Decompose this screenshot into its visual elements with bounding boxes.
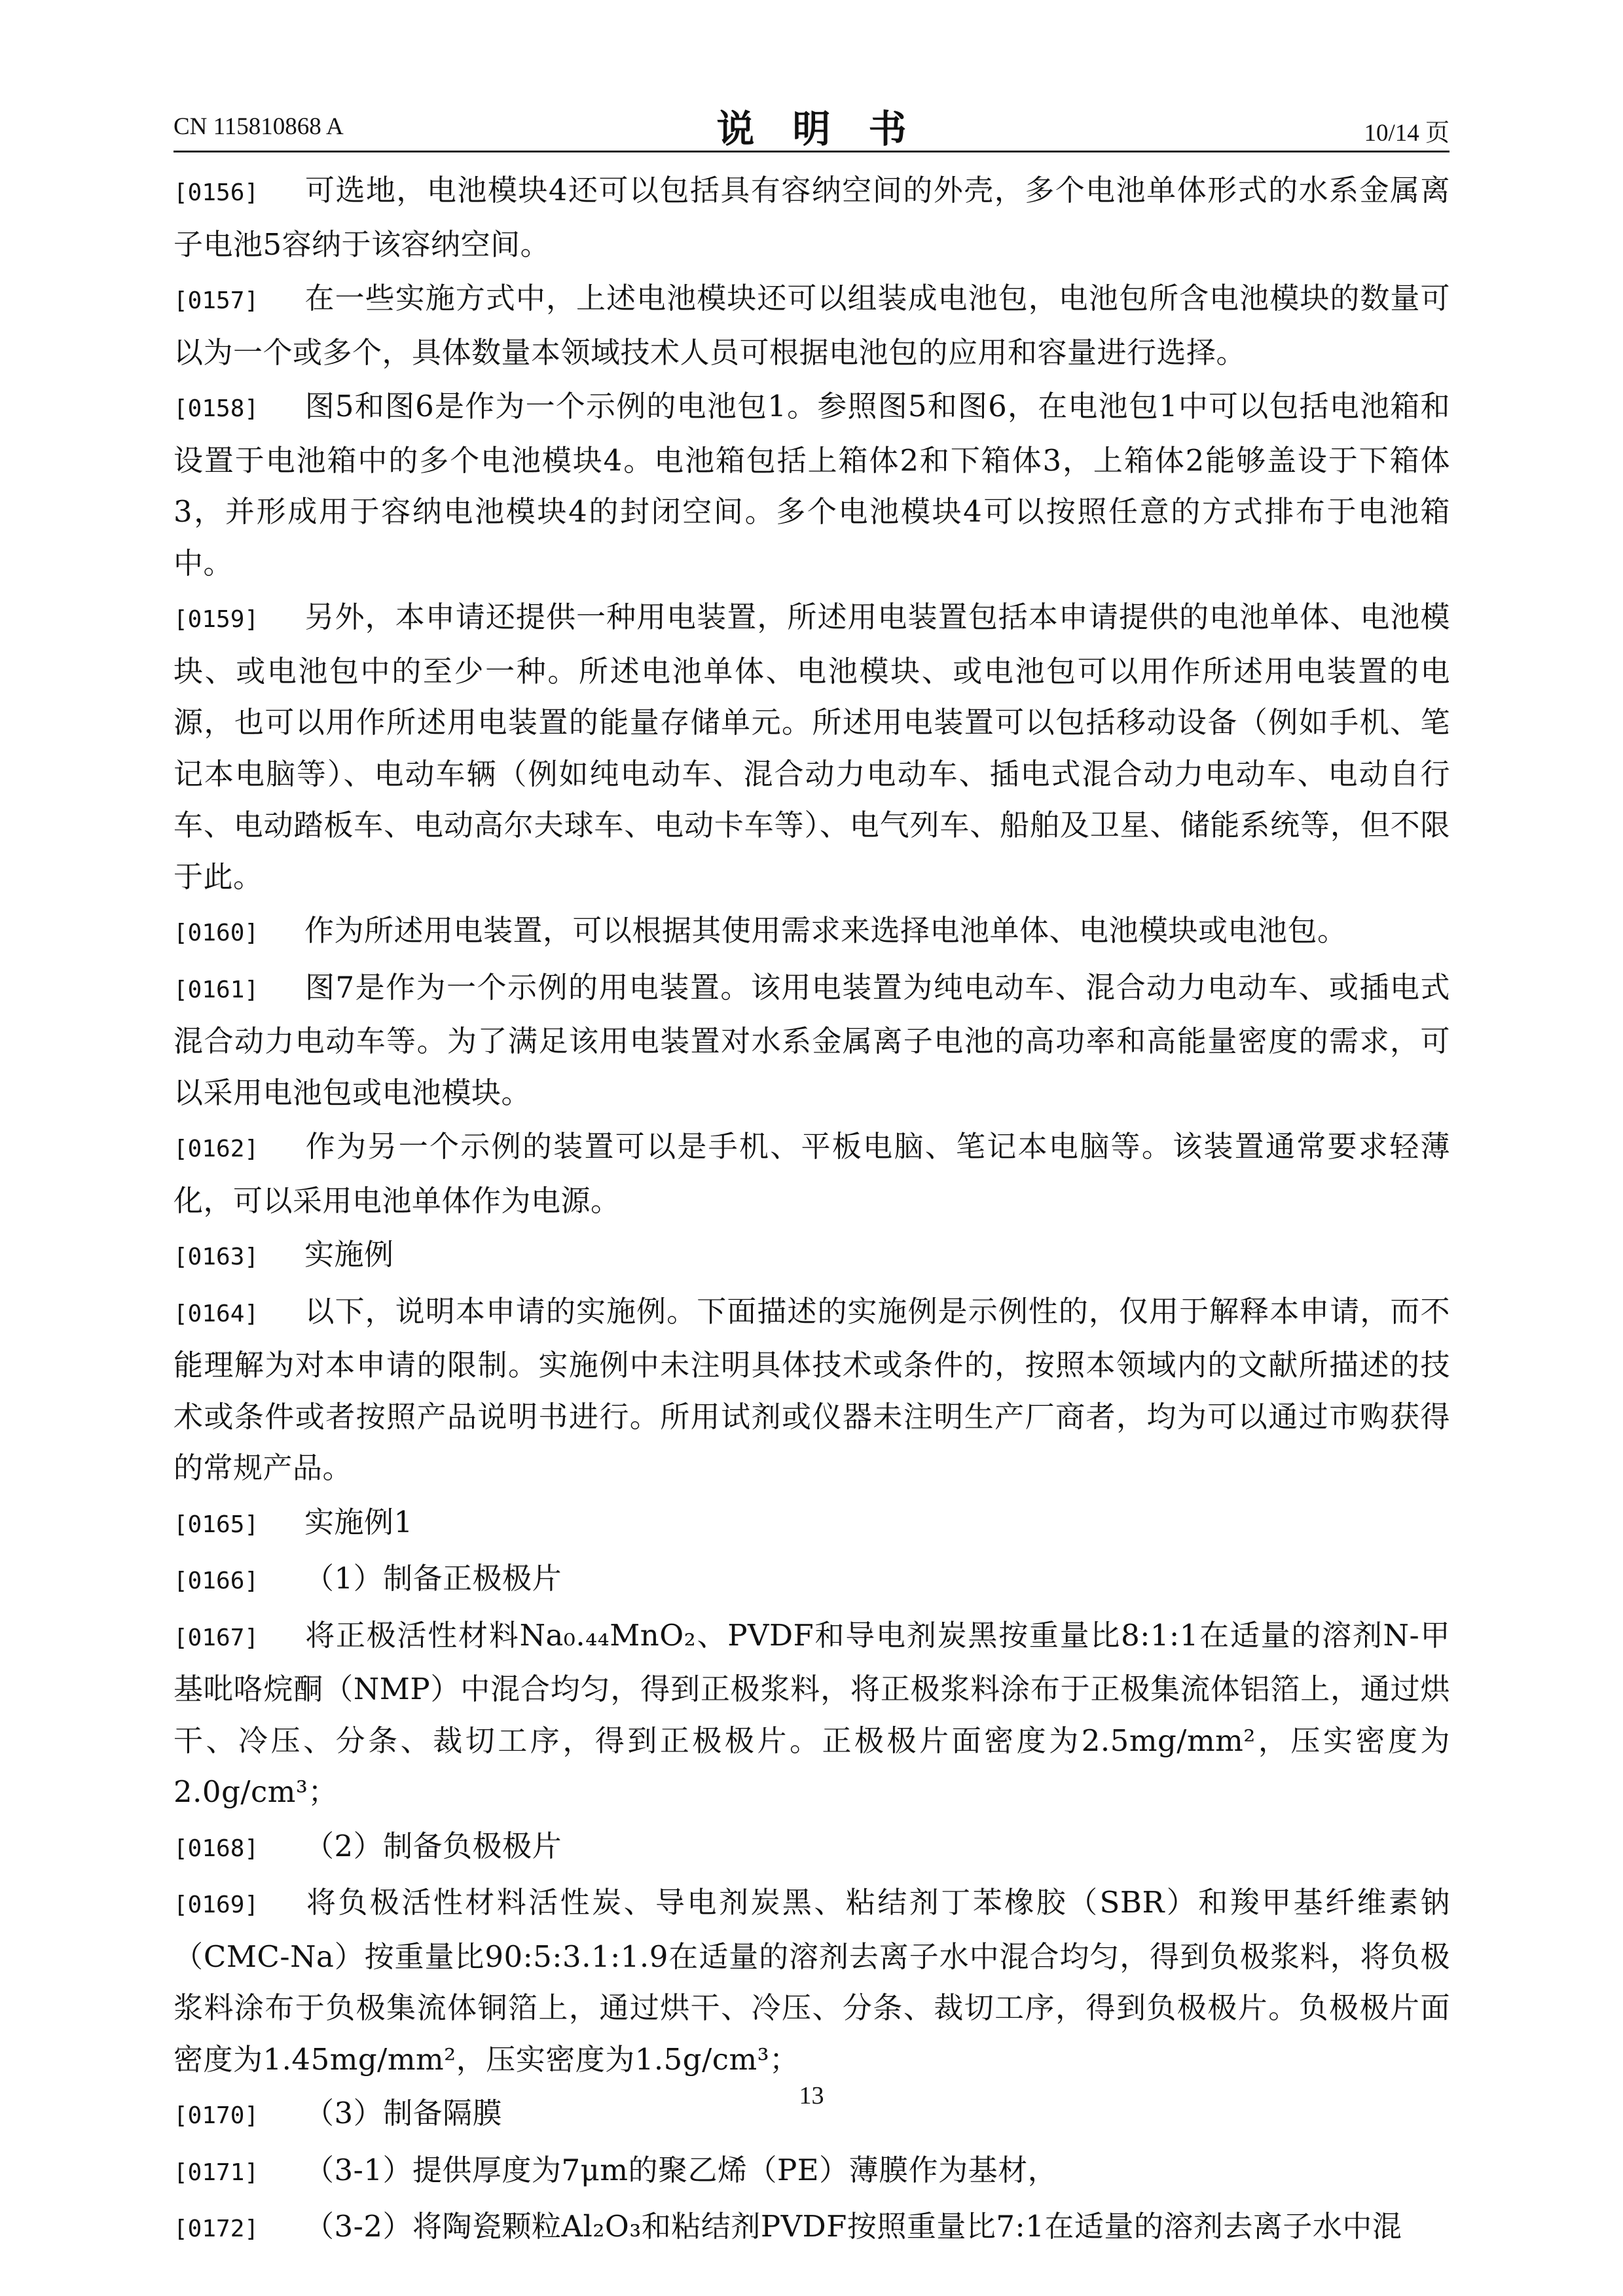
paragraph bbox=[173, 165, 1450, 270]
paragraph-number: [0163] bbox=[173, 1244, 259, 1270]
paragraph bbox=[173, 2201, 1450, 2255]
paragraph bbox=[173, 1229, 1450, 1283]
document-number: CN 115810868 A bbox=[173, 113, 344, 140]
paragraph-number: [0158] bbox=[173, 395, 259, 422]
paragraph bbox=[173, 592, 1450, 903]
paragraph bbox=[173, 1821, 1450, 1875]
paragraph bbox=[173, 1610, 1450, 1818]
paragraph-text: 另外，本申请还提供一种用电装置，所述用电装置包括本申请提供的电池单体、电池模块、或电池包中的至少一种。所述电池单体、电池模块、或电池包可以用作所述用电装置的电源，也可以用作所述用电装置的能量存储单元。所述用电装置可以包括移动设备（例如手机、笔记本电脑等）、电动车辆（例如纯电动车、混合动力电动车、插电式混合动力电动车、电动自行车、电动踏板车、电动高尔夫球车、电动卡车等）、电气列车、船舶及卫星、储能系统等，但不限于此。 bbox=[173, 600, 1450, 894]
paragraph bbox=[173, 905, 1450, 960]
paragraph-number: [0169] bbox=[173, 1892, 259, 1918]
paragraph-text: 以下，说明本申请的实施例。下面描述的实施例是示例性的，仅用于解释本申请，而不能理解为对本申请的限制。实施例中未注明具体技术或条件的，按照本领域内的文献所描述的技术或条件或者按照产品说明书进行。所用试剂或仪器未注明生产厂商者，均为可以通过市购获得的常规产品。 bbox=[173, 1293, 1450, 1485]
paragraph-number: [0157] bbox=[173, 287, 259, 314]
paragraph-number: [0166] bbox=[173, 1568, 259, 1594]
paragraph-number: [0168] bbox=[173, 1835, 259, 1862]
paragraph-text: 在一些实施方式中，上述电池模块还可以组装成电池包，电池包所含电池模块的数量可以为一个或多个，具体数量本领域技术人员可根据电池包的应用和容量进行选择。 bbox=[173, 281, 1450, 370]
paragraph-text: 实施例 bbox=[304, 1237, 394, 1272]
paragraph bbox=[173, 1877, 1450, 2085]
paragraph-number: [0171] bbox=[173, 2159, 259, 2186]
paragraph-number: [0165] bbox=[173, 1511, 259, 1538]
page-header bbox=[173, 98, 1450, 151]
paragraph-number: [0164] bbox=[173, 1300, 259, 1327]
paragraph bbox=[173, 1121, 1450, 1227]
paragraph-number: [0159] bbox=[173, 606, 259, 633]
paragraph-number: [0172] bbox=[173, 2215, 259, 2242]
page-number: 13 bbox=[799, 2082, 824, 2109]
paragraph-number: [0156] bbox=[173, 179, 259, 206]
paragraph-number: [0167] bbox=[173, 1624, 259, 1651]
page-counter: 10/14 页 bbox=[1364, 120, 1450, 147]
document-body bbox=[173, 165, 1450, 2258]
paragraph-text: （3）制备隔膜 bbox=[304, 2096, 503, 2130]
paragraph bbox=[173, 1497, 1450, 1551]
paragraph bbox=[173, 1553, 1450, 1607]
paragraph-text: 图7是作为一个示例的用电装置。该用电装置为纯电动车、混合动力电动车、或插电式混合动力电动车等。为了满足该用电装置对水系金属离子电池的高功率和高能量密度的需求，可以采用电池包或电池模块。 bbox=[173, 969, 1450, 1110]
paragraph-text: 作为另一个示例的装置可以是手机、平板电脑、笔记本电脑等。该装置通常要求轻薄化，可以采用电池单体作为电源。 bbox=[173, 1129, 1450, 1218]
document-title: 说明书 bbox=[716, 107, 945, 151]
paragraph-text: （3-1）提供厚度为7μm的聚乙烯（PE）薄膜作为基材， bbox=[304, 2152, 1058, 2187]
paragraph-text: （1）制备正极极片 bbox=[304, 1561, 562, 1596]
paragraph bbox=[173, 273, 1450, 378]
header-rule bbox=[173, 151, 1450, 152]
paragraph-text: 将正极活性材料Na₀.₄₄MnO₂、PVDF和导电剂炭黑按重量比8:1:1在适量的溶剂N-甲基吡咯烷酮（NMP）中混合均匀，得到正极浆料，将正极浆料涂布于正极集流体铝箔上，通过烘干、冷压、分条、裁切工序，得到正极极片。正极极片面密度为2.5mg/mm²，压实密度为2.0g/cm³； bbox=[173, 1617, 1450, 1809]
paragraph-text: 图5和图6是作为一个示例的电池包1。参照图5和图6，在电池包1中可以包括电池箱和设置于电池箱中的多个电池模块4。电池箱包括上箱体2和下箱体3，上箱体2能够盖设于下箱体3，并形成用于容纳电池模块4的封闭空间。多个电池模块4可以按照任意的方式排布于电池箱中。 bbox=[173, 389, 1450, 581]
paragraph-text: 作为所述用电装置，可以根据其使用需求来选择电池单体、电池模块或电池包。 bbox=[304, 913, 1347, 948]
paragraph-text: （3-2）将陶瓷颗粒Al₂O₃和粘结剂PVDF按照重量比7:1在适量的溶剂去离子水中混 bbox=[304, 2209, 1402, 2244]
paragraph-number: [0161] bbox=[173, 976, 259, 1003]
paragraph-number: [0170] bbox=[173, 2102, 259, 2129]
paragraph-text: 实施例1 bbox=[304, 1504, 413, 1539]
paragraph bbox=[173, 962, 1450, 1119]
paragraph bbox=[173, 2145, 1450, 2199]
paragraph bbox=[173, 1286, 1450, 1494]
paragraph bbox=[173, 381, 1450, 589]
paragraph-number: [0160] bbox=[173, 920, 259, 946]
paragraph-text: （2）制备负极极片 bbox=[304, 1828, 562, 1863]
paragraph-text: 将负极活性材料活性炭、导电剂炭黑、粘结剂丁苯橡胶（SBR）和羧甲基纤维素钠（CMC-Na）按重量比90:5:3.1:1.9在适量的溶剂去离子水中混合均匀，得到负极浆料，将负极浆料涂布于负极集流体铜箔上，通过烘干、冷压、分条、裁切工序，得到负极极片。负极极片面密度为1.45mg/mm²，压实密度为1.5g/cm³； bbox=[173, 1885, 1450, 2077]
paragraph-number: [0162] bbox=[173, 1136, 259, 1162]
paragraph-text: 可选地，电池模块4还可以包括具有容纳空间的外壳，多个电池单体形式的水系金属离子电池5容纳于该容纳空间。 bbox=[173, 173, 1450, 262]
